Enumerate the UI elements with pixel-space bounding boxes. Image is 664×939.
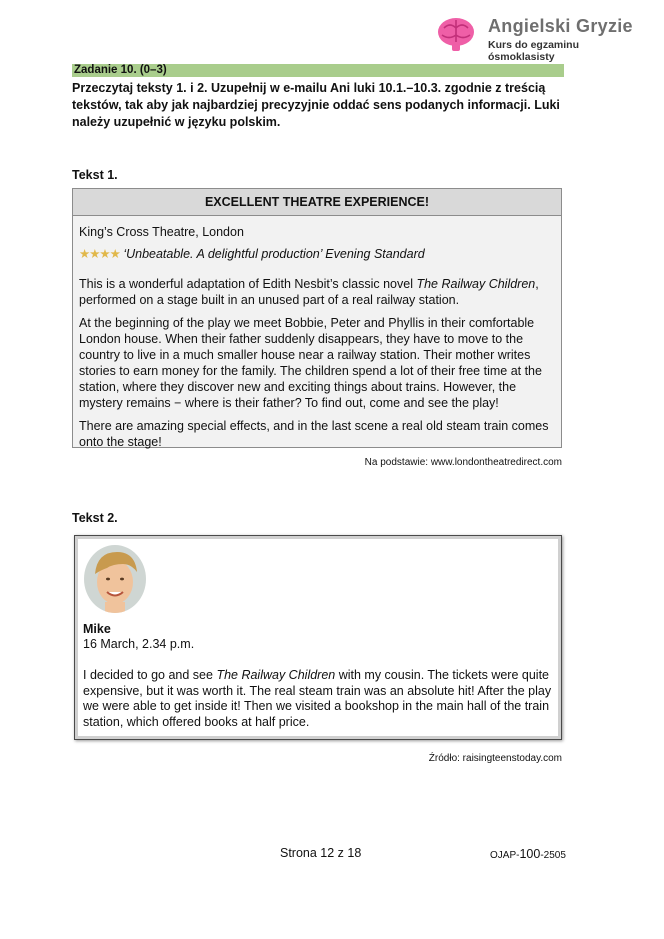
text1-paragraph-2: At the beginning of the play we meet Bobbie, Peter and Phyllis in their comfortable London house. When their father suddenly disappears, they have to move to the country to live in a much smaller house near a railway station. Their mother writes stories to earn money for the family. The children spend a lot of their free time at the station, where they discover new and exciting things about trains. However, the mystery remains − where is their father? To find out, come and see the play! xyxy=(79,316,542,410)
text2-post-box xyxy=(74,535,562,740)
task-header-bar xyxy=(72,64,564,77)
post-body: I decided to go and see The Railway Children with my cousin. The tickets were quite expensive, but it was worth it. The real steam train was an absolute hit! After the play we were able to get inside it! Then we visited a bookshop in the main hall of the train station, which offered books at half price. xyxy=(83,668,552,729)
text2-source: Źródło: raisingteenstoday.com xyxy=(428,753,562,764)
text1-paragraph-1: This is a wonderful adaptation of Edith Nesbit’s classic novel The Railway Children, performed on a stage built in an unused part of a real railway station. xyxy=(79,277,539,307)
task-title: Zadanie 10. (0–3) xyxy=(74,64,167,76)
text1-box xyxy=(72,188,562,448)
brand-logo xyxy=(436,14,646,63)
text1-label: Tekst 1. xyxy=(72,168,118,182)
exam-code: OJAP-100-2505 xyxy=(490,847,566,861)
text1-venue: King’s Cross Theatre, London xyxy=(79,225,244,239)
text1-source: Na podstawie: www.londontheatredirect.com xyxy=(364,457,562,468)
brand-subtitle: Kurs do egzaminu ósmoklasisty xyxy=(488,39,580,63)
text1-paragraph-3: There are amazing special effects, and in the last scene a real old steam train comes onto the stage! xyxy=(79,419,549,449)
page-number: Strona 12 z 18 xyxy=(280,846,362,860)
brain-icon xyxy=(436,16,476,52)
text1-review-quote: ‘Unbeatable. A delightful production’ Evening Standard xyxy=(123,247,425,261)
rating-stars-icon: ★★★★ xyxy=(79,247,120,261)
text1-heading: EXCELLENT THEATRE EXPERIENCE! xyxy=(73,189,561,216)
task-instructions: Przeczytaj teksty 1. i 2. Uzupełnij w e-mailu Ani luki 10.1.–10.3. zgodnie z treścią tekstów, tak aby jak najbardziej precyzyjnie oddać sens podanych informacji. Luki należy uzupełnić w języku polskim. xyxy=(72,81,560,129)
brand-title: Angielski Gryzie xyxy=(488,16,633,36)
avatar xyxy=(83,544,147,614)
text2-label: Tekst 2. xyxy=(72,511,118,525)
text1-review xyxy=(79,246,555,262)
post-author: Mike xyxy=(83,622,111,636)
post-date: 16 March, 2.34 p.m. xyxy=(83,637,195,651)
